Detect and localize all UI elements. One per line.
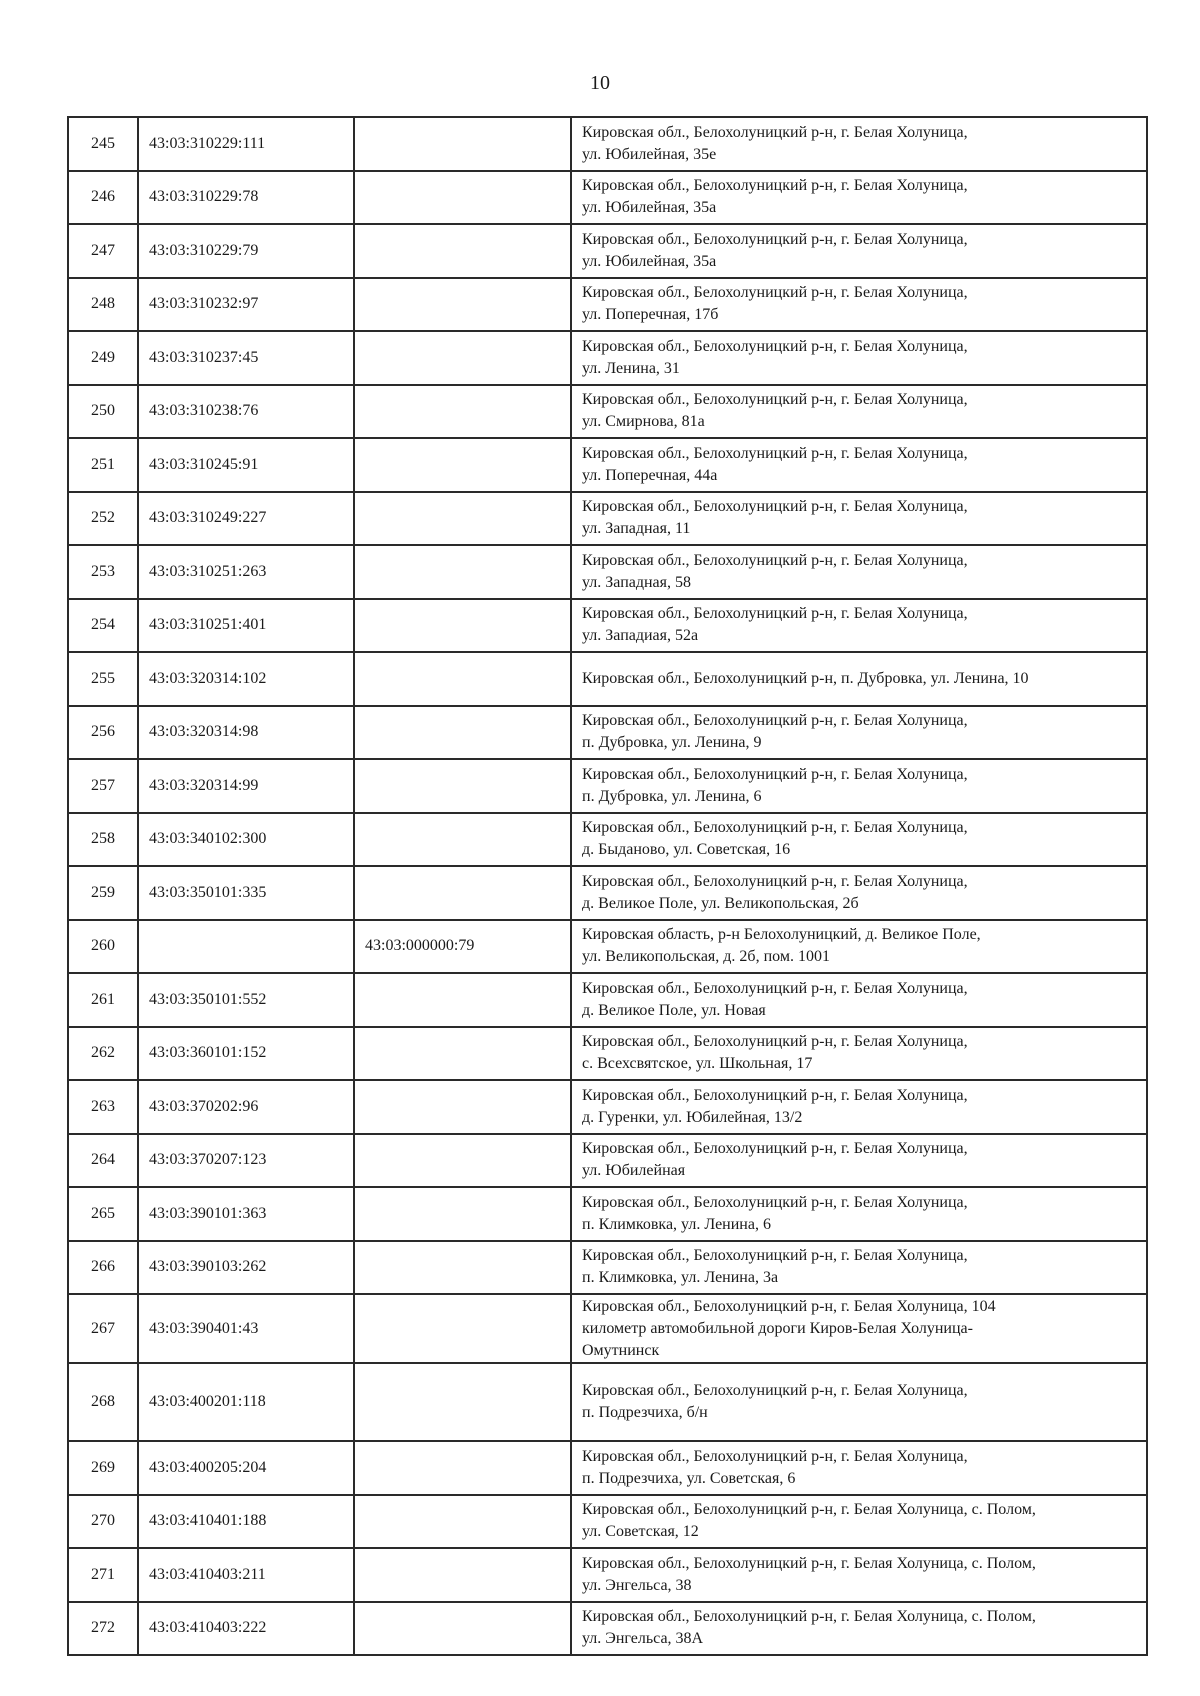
premises-cadastral-number-cell: [354, 706, 571, 760]
cadastral-number-cell: 43:03:310245:91: [138, 438, 354, 492]
cadastral-number-cell: 43:03:410403:211: [138, 1548, 354, 1602]
address-cell: Кировская обл., Белохолуницкий р-н, г. Белая Холуница, ул. Поперечная, 17б: [571, 278, 1147, 332]
table-row: [68, 1363, 1147, 1441]
table-row: [68, 759, 1147, 813]
table-row: [68, 1441, 1147, 1495]
table-row: [68, 1080, 1147, 1134]
row-number-cell: 272: [68, 1602, 138, 1656]
address-cell: Кировская обл., Белохолуницкий р-н, г. Белая Холуница, п. Дубровка, ул. Ленина, 6: [571, 759, 1147, 813]
table-row: [68, 385, 1147, 439]
row-number-cell: 260: [68, 920, 138, 974]
table-row: [68, 973, 1147, 1027]
table-row: [68, 706, 1147, 760]
premises-cadastral-number-cell: [354, 652, 571, 706]
cadastral-number-cell: 43:03:370202:96: [138, 1080, 354, 1134]
address-cell: Кировская обл., Белохолуницкий р-н, г. Белая Холуница, д. Великое Поле, ул. Новая: [571, 973, 1147, 1027]
premises-cadastral-number-cell: [354, 278, 571, 332]
premises-cadastral-number-cell: [354, 1602, 571, 1656]
row-number-cell: 246: [68, 171, 138, 225]
address-cell: Кировская обл., Белохолуницкий р-н, г. Белая Холуница, 104 километр автомобильной дороги Киров-Белая Холуница- Омутнинск: [571, 1294, 1147, 1363]
table-row: [68, 866, 1147, 920]
address-cell: Кировская обл., Белохолуницкий р-н, г. Белая Холуница, ул. Западная, 58: [571, 545, 1147, 599]
premises-cadastral-number-cell: [354, 1080, 571, 1134]
address-cell: Кировская обл., Белохолуницкий р-н, г. Белая Холуница, ул. Смирнова, 81а: [571, 385, 1147, 439]
address-cell: Кировская обл., Белохолуницкий р-н, г. Белая Холуница, ул. Юбилейная, 35а: [571, 171, 1147, 225]
row-number-cell: 265: [68, 1187, 138, 1241]
table-row: [68, 1134, 1147, 1188]
cadastral-number-cell: 43:03:350101:552: [138, 973, 354, 1027]
address-cell: Кировская обл., Белохолуницкий р-н, г. Белая Холуница, с. Полом, ул. Советская, 12: [571, 1495, 1147, 1549]
table-row: [68, 1602, 1147, 1656]
table-row: [68, 171, 1147, 225]
cadastral-number-cell: 43:03:410403:222: [138, 1602, 354, 1656]
row-number-cell: 264: [68, 1134, 138, 1188]
row-number-cell: 256: [68, 706, 138, 760]
premises-cadastral-number-cell: [354, 1187, 571, 1241]
table-row: [68, 117, 1147, 171]
table-row: [68, 331, 1147, 385]
row-number-cell: 245: [68, 117, 138, 171]
address-cell: Кировская обл., Белохолуницкий р-н, г. Белая Холуница, п. Подрезчиха, б/н: [571, 1363, 1147, 1441]
premises-cadastral-number-cell: [354, 224, 571, 278]
table-row: [68, 1027, 1147, 1081]
cadastral-number-cell: 43:03:320314:102: [138, 652, 354, 706]
row-number-cell: 253: [68, 545, 138, 599]
address-cell: Кировская обл., Белохолуницкий р-н, г. Белая Холуница, п. Климковка, ул. Ленина, 6: [571, 1187, 1147, 1241]
table-row: [68, 278, 1147, 332]
row-number-cell: 270: [68, 1495, 138, 1549]
table-row: [68, 1187, 1147, 1241]
property-registry-table: [67, 116, 1148, 1656]
address-cell: Кировская область, р-н Белохолуницкий, д. Великое Поле, ул. Великопольская, д. 2б, пом. 1001: [571, 920, 1147, 974]
row-number-cell: 261: [68, 973, 138, 1027]
row-number-cell: 267: [68, 1294, 138, 1363]
row-number-cell: 257: [68, 759, 138, 813]
premises-cadastral-number-cell: [354, 331, 571, 385]
premises-cadastral-number-cell: [354, 1294, 571, 1363]
cadastral-number-cell: 43:03:400205:204: [138, 1441, 354, 1495]
cadastral-number-cell: 43:03:400201:118: [138, 1363, 354, 1441]
address-cell: Кировская обл., Белохолуницкий р-н, г. Белая Холуница, с. Полом, ул. Энгельса, 38А: [571, 1602, 1147, 1656]
cadastral-number-cell: 43:03:370207:123: [138, 1134, 354, 1188]
cadastral-number-cell: 43:03:320314:98: [138, 706, 354, 760]
premises-cadastral-number-cell: [354, 492, 571, 546]
row-number-cell: 269: [68, 1441, 138, 1495]
address-cell: Кировская обл., Белохолуницкий р-н, г. Белая Холуница, ул. Западиая, 52а: [571, 599, 1147, 653]
table-row: [68, 652, 1147, 706]
row-number-cell: 255: [68, 652, 138, 706]
address-cell: Кировская обл., Белохолуницкий р-н, г. Белая Холуница, п. Климковка, ул. Ленина, 3а: [571, 1241, 1147, 1295]
premises-cadastral-number-cell: [354, 813, 571, 867]
premises-cadastral-number-cell: [354, 385, 571, 439]
address-cell: Кировская обл., Белохолуницкий р-н, г. Белая Холуница, ул. Юбилейная, 35е: [571, 117, 1147, 171]
row-number-cell: 250: [68, 385, 138, 439]
premises-cadastral-number-cell: [354, 545, 571, 599]
cadastral-number-cell: 43:03:310229:78: [138, 171, 354, 225]
row-number-cell: 247: [68, 224, 138, 278]
cadastral-number-cell: 43:03:310238:76: [138, 385, 354, 439]
premises-cadastral-number-cell: [354, 599, 571, 653]
cadastral-number-cell: 43:03:310251:401: [138, 599, 354, 653]
cadastral-number-cell: 43:03:310237:45: [138, 331, 354, 385]
cadastral-number-cell: 43:03:350101:335: [138, 866, 354, 920]
cadastral-number-cell: 43:03:310229:111: [138, 117, 354, 171]
table-row: [68, 920, 1147, 974]
premises-cadastral-number-cell: [354, 1027, 571, 1081]
row-number-cell: 254: [68, 599, 138, 653]
row-number-cell: 252: [68, 492, 138, 546]
address-cell: Кировская обл., Белохолуницкий р-н, г. Белая Холуница, ул. Западная, 11: [571, 492, 1147, 546]
premises-cadastral-number-cell: [354, 1134, 571, 1188]
cadastral-number-cell: 43:03:360101:152: [138, 1027, 354, 1081]
address-cell: Кировская обл., Белохолуницкий р-н, г. Белая Холуница, п. Дубровка, ул. Ленина, 9: [571, 706, 1147, 760]
address-cell: Кировская обл., Белохолуницкий р-н, г. Белая Холуница, с. Полом, ул. Энгельса, 38: [571, 1548, 1147, 1602]
premises-cadastral-number-cell: 43:03:000000:79: [354, 920, 571, 974]
premises-cadastral-number-cell: [354, 973, 571, 1027]
address-cell: Кировская обл., Белохолуницкий р-н, г. Белая Холуница, ул. Юбилейная, 35а: [571, 224, 1147, 278]
address-cell: Кировская обл., Белохолуницкий р-н, г. Белая Холуница, д. Гуренки, ул. Юбилейная, 13/2: [571, 1080, 1147, 1134]
table-row: [68, 492, 1147, 546]
address-cell: Кировская обл., Белохолуницкий р-н, п. Дубровка, ул. Ленина, 10: [571, 652, 1147, 706]
cadastral-number-cell: 43:03:310232:97: [138, 278, 354, 332]
premises-cadastral-number-cell: [354, 1241, 571, 1295]
premises-cadastral-number-cell: [354, 1548, 571, 1602]
address-cell: Кировская обл., Белохолуницкий р-н, г. Белая Холуница, ул. Юбилейная: [571, 1134, 1147, 1188]
row-number-cell: 248: [68, 278, 138, 332]
cadastral-number-cell: 43:03:310251:263: [138, 545, 354, 599]
address-cell: Кировская обл., Белохолуницкий р-н, г. Белая Холуница, д. Быданово, ул. Советская, 16: [571, 813, 1147, 867]
premises-cadastral-number-cell: [354, 1363, 571, 1441]
table-row: [68, 813, 1147, 867]
table-row: [68, 1294, 1147, 1363]
table-row: [68, 599, 1147, 653]
premises-cadastral-number-cell: [354, 438, 571, 492]
table-row: [68, 545, 1147, 599]
table-row: [68, 224, 1147, 278]
cadastral-number-cell: 43:03:310229:79: [138, 224, 354, 278]
cadastral-number-cell: 43:03:310249:227: [138, 492, 354, 546]
address-cell: Кировская обл., Белохолуницкий р-н, г. Белая Холуница, п. Подрезчиха, ул. Советская, 6: [571, 1441, 1147, 1495]
premises-cadastral-number-cell: [354, 1495, 571, 1549]
address-cell: Кировская обл., Белохолуницкий р-н, г. Белая Холуница, ул. Поперечная, 44а: [571, 438, 1147, 492]
premises-cadastral-number-cell: [354, 1441, 571, 1495]
row-number-cell: 266: [68, 1241, 138, 1295]
row-number-cell: 251: [68, 438, 138, 492]
cadastral-number-cell: 43:03:320314:99: [138, 759, 354, 813]
premises-cadastral-number-cell: [354, 759, 571, 813]
address-cell: Кировская обл., Белохолуницкий р-н, г. Белая Холуница, с. Всехсвятское, ул. Школьная, 17: [571, 1027, 1147, 1081]
address-cell: Кировская обл., Белохолуницкий р-н, г. Белая Холуница, ул. Ленина, 31: [571, 331, 1147, 385]
premises-cadastral-number-cell: [354, 866, 571, 920]
table-body: [68, 117, 1147, 1655]
page-number: 10: [590, 72, 610, 94]
address-cell: Кировская обл., Белохолуницкий р-н, г. Белая Холуница, д. Великое Поле, ул. Великопольская, 2б: [571, 866, 1147, 920]
cadastral-number-cell: 43:03:390401:43: [138, 1294, 354, 1363]
table-row: [68, 1548, 1147, 1602]
row-number-cell: 263: [68, 1080, 138, 1134]
cadastral-number-cell: 43:03:340102:300: [138, 813, 354, 867]
table-row: [68, 438, 1147, 492]
row-number-cell: 271: [68, 1548, 138, 1602]
row-number-cell: 249: [68, 331, 138, 385]
row-number-cell: 258: [68, 813, 138, 867]
premises-cadastral-number-cell: [354, 171, 571, 225]
row-number-cell: 268: [68, 1363, 138, 1441]
table-row: [68, 1241, 1147, 1295]
cadastral-number-cell: 43:03:390103:262: [138, 1241, 354, 1295]
row-number-cell: 259: [68, 866, 138, 920]
premises-cadastral-number-cell: [354, 117, 571, 171]
cadastral-number-cell: 43:03:410401:188: [138, 1495, 354, 1549]
row-number-cell: 262: [68, 1027, 138, 1081]
cadastral-number-cell: 43:03:390101:363: [138, 1187, 354, 1241]
cadastral-number-cell: [138, 920, 354, 974]
table-row: [68, 1495, 1147, 1549]
